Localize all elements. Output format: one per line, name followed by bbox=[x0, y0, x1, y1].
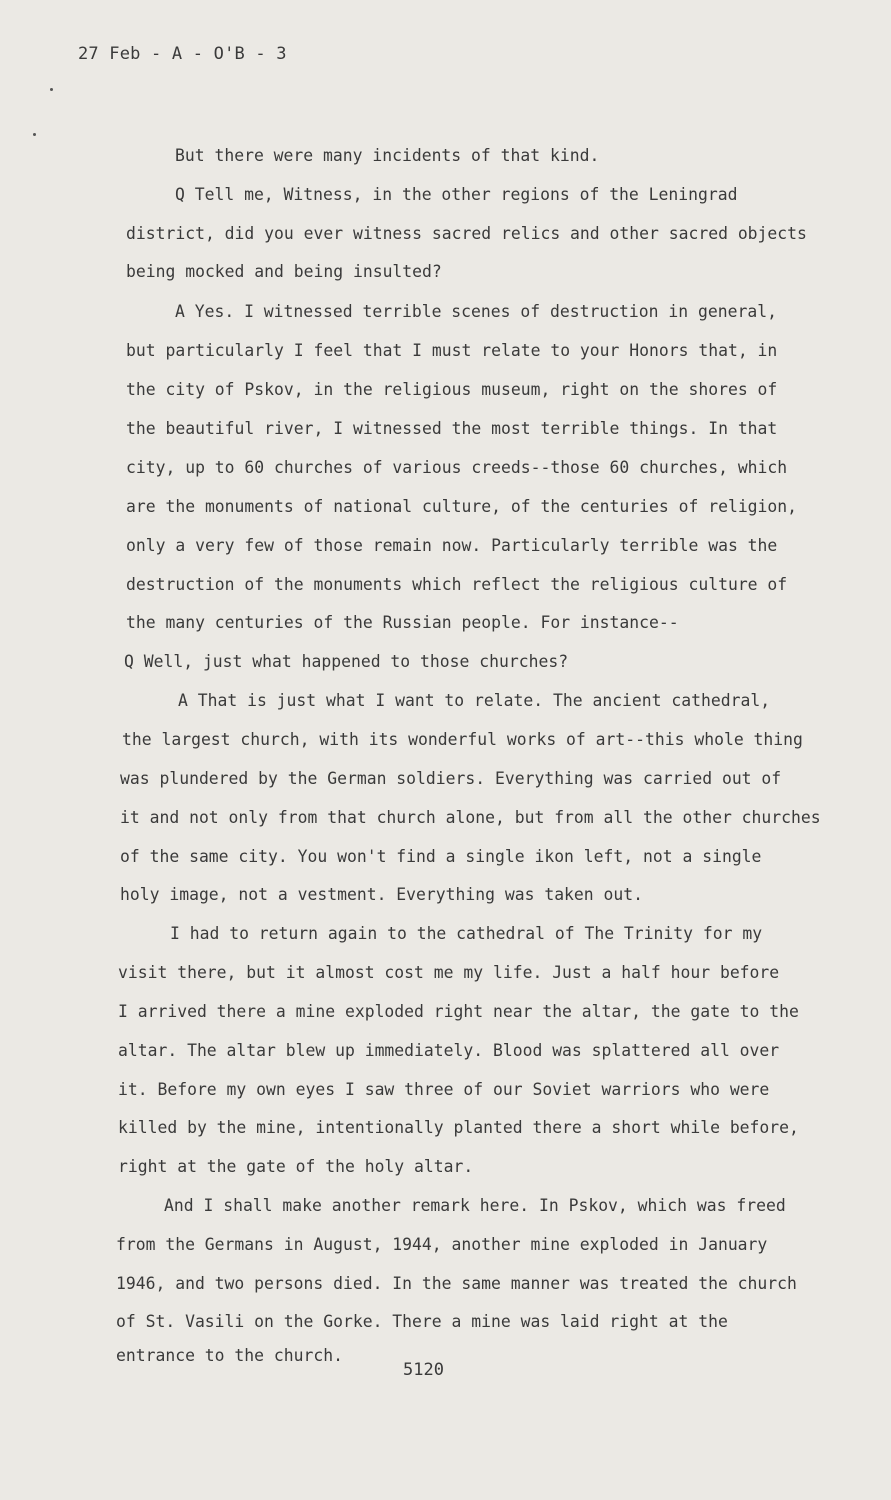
text-line: 1946, and two persons died. In the same manner was treated the church bbox=[116, 1274, 797, 1293]
text-line: And I shall make another remark here. In Pskov, which was freed bbox=[164, 1196, 786, 1215]
text-line: I arrived there a mine exploded right near the altar, the gate to the bbox=[118, 1002, 799, 1021]
text-line: visit there, but it almost cost me my life. Just a half hour before bbox=[118, 963, 780, 982]
text-line: holy image, not a vestment. Everything was taken out. bbox=[120, 885, 644, 904]
text-line: was plundered by the German soldiers. Everything was carried out of bbox=[120, 769, 782, 788]
text-line: right at the gate of the holy altar. bbox=[118, 1157, 474, 1176]
text-line: the beautiful river, I witnessed the most terrible things. In that bbox=[126, 419, 778, 438]
text-line: but particularly I feel that I must relate to your Honors that, in bbox=[126, 341, 778, 360]
text-line: it and not only from that church alone, but from all the other churches bbox=[120, 808, 821, 827]
text-line: A That is just what I want to relate. The ancient cathedral, bbox=[178, 691, 771, 710]
text-line: only a very few of those remain now. Particularly terrible was the bbox=[126, 536, 778, 555]
text-line: district, did you ever witness sacred relics and other sacred objects bbox=[126, 224, 807, 243]
text-line: being mocked and being insulted? bbox=[126, 262, 442, 281]
text-line: Q Tell me, Witness, in the other regions of the Leningrad bbox=[175, 185, 738, 204]
text-line: it. Before my own eyes I saw three of our Soviet warriors who were bbox=[118, 1080, 770, 1099]
paper-speck bbox=[50, 88, 53, 91]
page-header: 27 Feb - A - O'B - 3 bbox=[78, 44, 287, 64]
text-line: the city of Pskov, in the religious museum, right on the shores of bbox=[126, 380, 778, 399]
text-line: destruction of the monuments which reflect the religious culture of bbox=[126, 575, 788, 594]
text-line: the largest church, with its wonderful works of art--this whole thing bbox=[122, 730, 803, 749]
paper-speck bbox=[33, 133, 36, 136]
text-line: of the same city. You won't find a single ikon left, not a single bbox=[120, 847, 762, 866]
text-line: But there were many incidents of that kind. bbox=[175, 146, 600, 165]
text-line: city, up to 60 churches of various creeds--those 60 churches, which bbox=[126, 458, 788, 477]
text-line: altar. The altar blew up immediately. Blood was splattered all over bbox=[118, 1041, 780, 1060]
text-line: Q Well, just what happened to those churches? bbox=[124, 652, 569, 671]
text-line: I had to return again to the cathedral of The Trinity for my bbox=[170, 924, 763, 943]
text-line: the many centuries of the Russian people. For instance-- bbox=[126, 613, 679, 632]
page-number: 5120 bbox=[403, 1360, 444, 1380]
text-line: killed by the mine, intentionally planted there a short while before, bbox=[118, 1118, 799, 1137]
text-line: of St. Vasili on the Gorke. There a mine was laid right at the bbox=[116, 1312, 728, 1331]
text-line: entrance to the church. bbox=[116, 1346, 343, 1365]
text-line: A Yes. I witnessed terrible scenes of destruction in general, bbox=[175, 302, 777, 321]
text-line: from the Germans in August, 1944, another mine exploded in January bbox=[116, 1235, 768, 1254]
text-line: are the monuments of national culture, of the centuries of religion, bbox=[126, 497, 798, 516]
